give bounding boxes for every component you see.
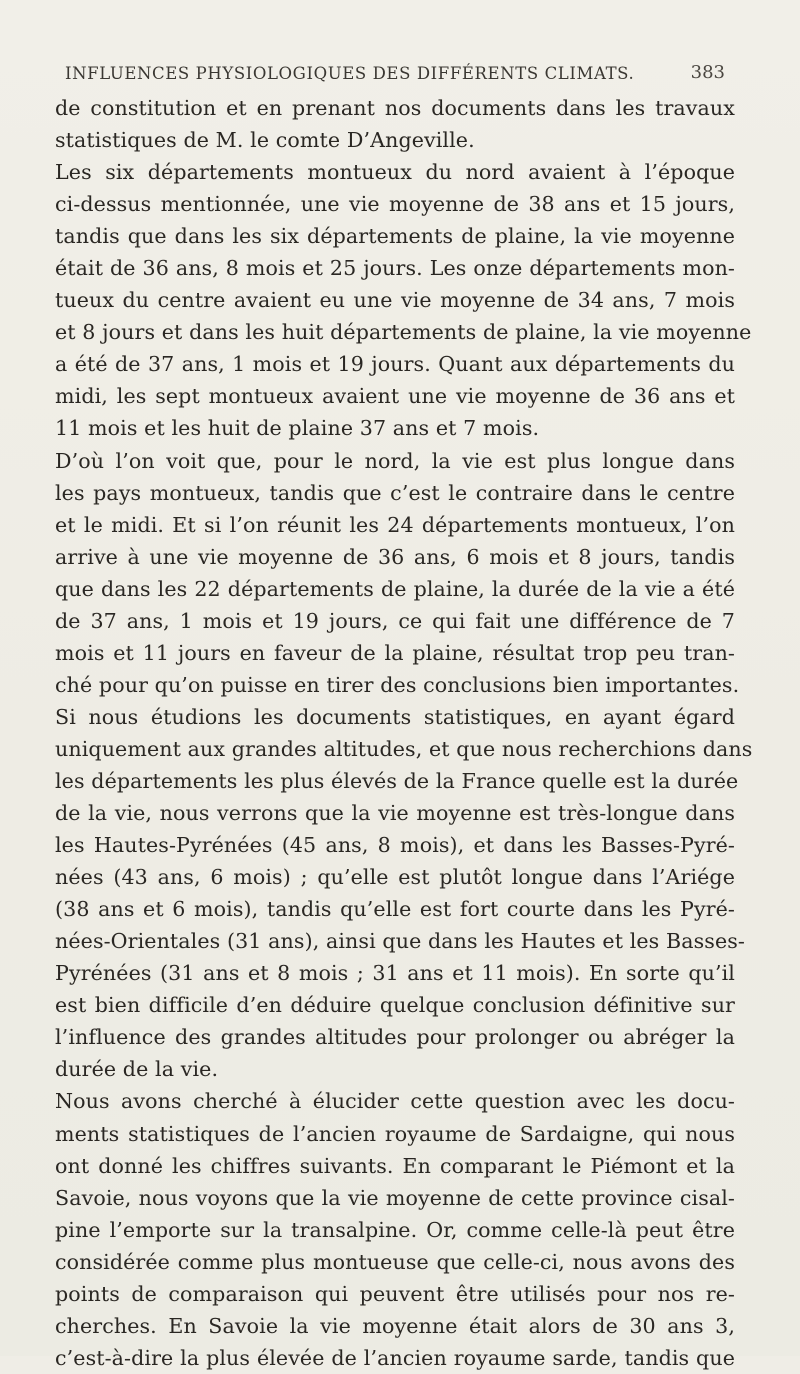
text-line: ci-dessus mentionnée, une vie moyenne de 38 ans et 15 jours, [55,192,735,217]
text-line: de 37 ans, 1 mois et 19 jours, ce qui fait une différence de 7 [55,608,735,633]
text-line: de la vie, nous verrons que la vie moyenne est très-longue dans [55,801,735,826]
text-line: pine l’emporte sur la transalpine. Or, comme celle-là peut être [55,1217,735,1242]
text-line: les Hautes-Pyrénées (45 ans, 8 mois), et dans les Basses-Pyré- [55,833,735,858]
text-line: points de comparaison qui peuvent être utilisés pour nos re- [55,1281,735,1306]
text-line: arrive à une vie moyenne de 36 ans, 6 mois et 8 jours, tandis [55,544,735,569]
text-line: était de 36 ans, 8 mois et 25 jours. Les onze départements mon- [55,256,735,281]
text-line: nées-Orientales (31 ans), ainsi que dans les Hautes et les Basses- [55,929,745,954]
text-line: Si nous étudions les documents statistiques, en ayant égard [55,704,735,729]
body-text [55,92,753,1374]
text-line: c’est-à-dire la plus élevée de l’ancien royaume sarde, tandis que [55,1345,735,1370]
text-line: (38 ans et 6 mois), tandis qu’elle est fort courte dans les Pyré- [55,897,735,922]
text-line: Les six départements montueux du nord avaient à l’époque [55,160,735,185]
text-line: l’influence des grandes altitudes pour prolonger ou abréger la [55,1025,735,1050]
text-line: cherches. En Savoie la vie moyenne était alors de 30 ans 3, [55,1313,735,1338]
text-line: uniquement aux grandes altitudes, et que nous recherchions dans [55,736,753,761]
text-line: Nous avons cherché à élucider cette question avec les docu- [55,1089,735,1114]
text-line: considérée comme plus montueuse que celle-ci, nous avons des [55,1249,735,1274]
text-line: les départements les plus élevés de la France quelle est la durée [55,768,739,793]
text-line: 11 mois et les huit de plaine 37 ans et 7 mois. [55,416,540,441]
page-number: 383 [690,62,725,83]
text-line: de constitution et en prenant nos documents dans les travaux [55,96,735,120]
text-line: Pyrénées (31 ans et 8 mois ; 31 ans et 11 mois). En sorte qu’il [55,961,735,986]
text-line: ché pour qu’on puisse en tirer des conclusions bien importantes. [55,672,740,697]
text-line: D’où l’on voit que, pour le nord, la vie est plus longue dans [55,448,735,473]
text-line: a été de 37 ans, 1 mois et 19 jours. Quant aux départements du [55,352,735,377]
text-line: statistiques de M. le comte D’Angeville. [55,128,475,153]
running-header [65,58,725,88]
text-line: que dans les 22 départements de plaine, la durée de la vie a été [55,576,735,601]
text-line: est bien difficile d’en déduire quelque conclusion définitive sur [55,993,735,1018]
text-line: les pays montueux, tandis que c’est le contraire dans le centre [55,480,735,505]
text-line: ments statistiques de l’ancien royaume de Sardaigne, qui nous [55,1121,735,1146]
text-line: tandis que dans les six départements de plaine, la vie moyenne [55,224,735,249]
text-line: tueux du centre avaient eu une vie moyenne de 34 ans, 7 mois [55,288,735,313]
text-line: et le midi. Et si l’on réunit les 24 départements montueux, l’on [55,512,735,537]
text-line: durée de la vie. [55,1057,219,1082]
text-line: midi, les sept montueux avaient une vie moyenne de 36 ans et [55,384,735,409]
text-line: Savoie, nous voyons que la vie moyenne de cette province cisal- [55,1185,735,1210]
text-line: et 8 jours et dans les huit départements de plaine, la vie moyenne [55,320,752,345]
running-title: INFLUENCES PHYSIOLOGIQUES DES DIFFÉRENTS CLIMATS. [65,64,635,83]
text-line: ont donné les chiffres suivants. En comparant le Piémont et la [55,1153,735,1178]
text-line: mois et 11 jours en faveur de la plaine, résultat trop peu tran- [55,640,735,665]
text-line: nées (43 ans, 6 mois) ; qu’elle est plutôt longue dans l’Ariége [55,865,735,890]
